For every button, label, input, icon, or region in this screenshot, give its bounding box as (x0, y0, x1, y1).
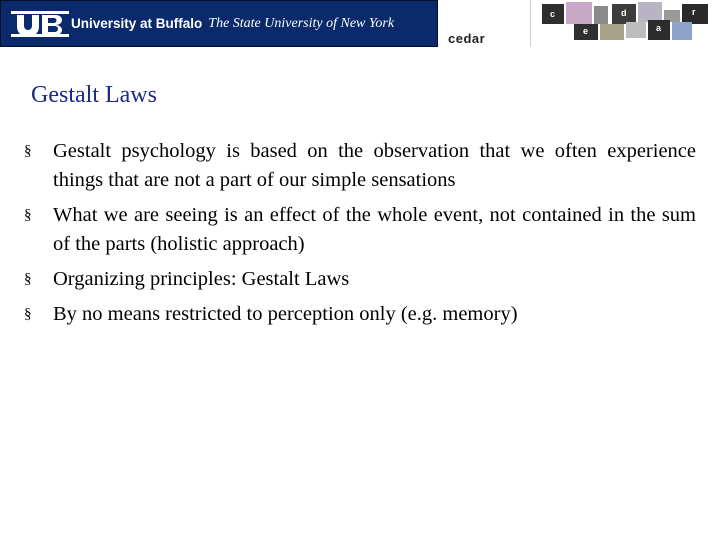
ub-logo-icon (11, 9, 69, 39)
bullet-item (24, 201, 696, 259)
ub-logo (11, 9, 69, 39)
mosaic-tile (600, 24, 624, 40)
university-banner (0, 0, 438, 47)
bullet-marker-icon: § (24, 271, 32, 287)
bullet-text: By no means restricted to perception only (e.g. memory) (53, 303, 518, 325)
mosaic-tile (566, 2, 592, 24)
bullet-text: Organizing principles: Gestalt Laws (53, 268, 350, 290)
bullet-marker-icon: § (24, 306, 32, 322)
bullet-item (24, 300, 696, 329)
mosaic-letter-d: d (621, 8, 627, 18)
mosaic-tile (672, 22, 692, 40)
university-tagline: The State University of New York (208, 15, 395, 31)
mosaic-letter-a: a (656, 23, 662, 33)
bullet-text: What we are seeing is an effect of the whole event, not contained in the sum of the parts (holistic approach) (53, 204, 696, 255)
university-name: University at Buffalo (71, 16, 203, 31)
bullet-item (24, 265, 696, 294)
bullet-marker-icon: § (24, 143, 32, 159)
cedar-divider (530, 0, 531, 47)
bullet-marker-icon: § (24, 207, 32, 223)
mosaic-letter-c: c (550, 9, 556, 19)
mosaic-tile (638, 2, 662, 22)
bullet-list (24, 137, 696, 335)
bullet-item (24, 137, 696, 195)
mosaic-letter-e: e (583, 26, 589, 36)
mosaic-tile (594, 6, 608, 24)
mosaic-letter-r: r (692, 7, 696, 17)
bullet-text: Gestalt psychology is based on the observation that we often experience things that are not a part of our simple sensations (53, 140, 696, 191)
cedar-label: cedar (448, 31, 486, 46)
mosaic-tile (626, 22, 646, 38)
slide-title: Gestalt Laws (31, 82, 157, 108)
